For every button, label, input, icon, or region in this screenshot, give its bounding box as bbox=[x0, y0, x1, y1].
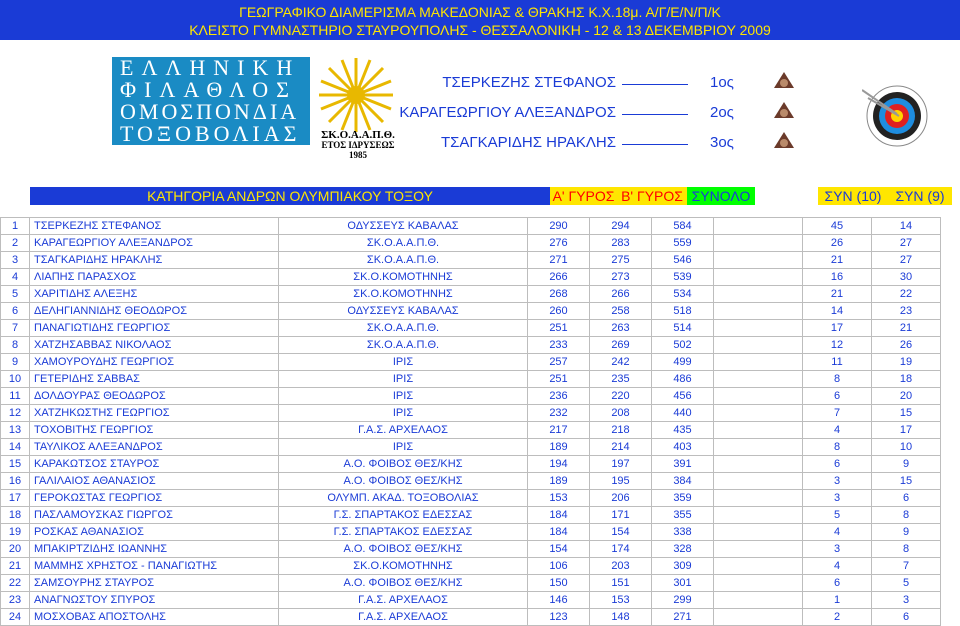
table-row bbox=[1, 575, 941, 592]
club-logo-year: 1985 bbox=[349, 150, 367, 160]
table-cell: ΑΝΑΓΝΩΣΤΟΥ ΣΠΥΡΟΣ bbox=[30, 592, 279, 609]
table-cell: 16 bbox=[1, 473, 30, 490]
table-cell: 299 bbox=[652, 592, 714, 609]
table-cell: 21 bbox=[803, 252, 872, 269]
table-cell: 20 bbox=[1, 541, 30, 558]
table-cell: 5 bbox=[872, 575, 941, 592]
table-cell: 21 bbox=[872, 320, 941, 337]
spacer-cell bbox=[714, 592, 803, 609]
table-cell: 2 bbox=[1, 235, 30, 252]
table-cell: 14 bbox=[803, 303, 872, 320]
spacer-cell bbox=[714, 422, 803, 439]
spacer-cell bbox=[714, 524, 803, 541]
table-cell: 355 bbox=[652, 507, 714, 524]
table-cell: 11 bbox=[1, 388, 30, 405]
table-cell: ΣΚ.Ο.Α.Α.Π.Θ. bbox=[279, 235, 528, 252]
table-cell: 220 bbox=[590, 388, 652, 405]
table-cell: 146 bbox=[528, 592, 590, 609]
table-cell: 14 bbox=[1, 439, 30, 456]
table-cell: 17 bbox=[803, 320, 872, 337]
table-cell: 3 bbox=[872, 592, 941, 609]
table-cell: 21 bbox=[1, 558, 30, 575]
table-cell: ΓΕΤΕΡΙΔΗΣ ΣΑΒΒΑΣ bbox=[30, 371, 279, 388]
table-cell: ΣΚ.Ο.Α.Α.Π.Θ. bbox=[279, 337, 528, 354]
table-cell: 8 bbox=[803, 371, 872, 388]
table-cell: 214 bbox=[590, 439, 652, 456]
round1-header: Α' ΓΥΡΟΣ bbox=[550, 187, 617, 205]
spacer-cell bbox=[714, 286, 803, 303]
table-cell: 6 bbox=[803, 456, 872, 473]
spacer-cell bbox=[714, 609, 803, 626]
logo-row: ΟΜΟΣΠΟΝΔΙΑ bbox=[120, 99, 300, 124]
table-cell: 6 bbox=[1, 303, 30, 320]
table-cell: 328 bbox=[652, 541, 714, 558]
spacer-cell bbox=[714, 371, 803, 388]
table-cell: 19 bbox=[872, 354, 941, 371]
spacer-cell bbox=[714, 218, 803, 235]
table-cell: 6 bbox=[872, 490, 941, 507]
podium-name-2: ΚΑΡΑΓΕΩΡΓΙΟΥ ΑΛΕΞΑΝΔΡΟΣ bbox=[399, 104, 616, 121]
table-cell: 534 bbox=[652, 286, 714, 303]
table-row bbox=[1, 303, 941, 320]
table-cell: 271 bbox=[528, 252, 590, 269]
spacer-cell bbox=[714, 388, 803, 405]
table-cell: ΣΚ.Ο.ΚΟΜΟΤΗΝΗΣ bbox=[279, 286, 528, 303]
banner-line2: ΚΛΕΙΣΤΟ ΓΥΜΝΑΣΤΗΡΙΟ ΣΤΑΥΡΟΥΠΟΛΗΣ - ΘΕΣΣΑΛΟΝΙΚΗ - 12 & 13 ΔΕΚΕΜΒΡΙΟΥ 2009 bbox=[189, 22, 771, 38]
spacer-cell bbox=[714, 252, 803, 269]
federation-logo bbox=[112, 57, 310, 145]
table-cell: 19 bbox=[1, 524, 30, 541]
table-cell: 5 bbox=[1, 286, 30, 303]
table-cell: 123 bbox=[528, 609, 590, 626]
table-cell: ΧΑΜΟΥΡΟΥΔΗΣ ΓΕΩΡΓΙΟΣ bbox=[30, 354, 279, 371]
table-row bbox=[1, 490, 941, 507]
table-cell: 153 bbox=[528, 490, 590, 507]
spacer-cell bbox=[714, 337, 803, 354]
table-row bbox=[1, 269, 941, 286]
table-cell: 275 bbox=[590, 252, 652, 269]
table-cell: 189 bbox=[528, 473, 590, 490]
table-cell: ΙΡΙΣ bbox=[279, 405, 528, 422]
round2-header: Β' ΓΥΡΟΣ bbox=[617, 187, 687, 205]
table-cell: 18 bbox=[872, 371, 941, 388]
table-cell: Α.Ο. ΦΟΙΒΟΣ ΘΕΣ/ΚΗΣ bbox=[279, 473, 528, 490]
table-cell: 499 bbox=[652, 354, 714, 371]
table-cell: 4 bbox=[803, 524, 872, 541]
table-cell: 269 bbox=[590, 337, 652, 354]
table-row bbox=[1, 541, 941, 558]
table-row bbox=[1, 286, 941, 303]
table-row bbox=[1, 609, 941, 626]
table-cell: 197 bbox=[590, 456, 652, 473]
logo-row: ΤΟΞΟΒΟΛΙΑΣ bbox=[120, 121, 301, 146]
table-cell: ΣΚ.Ο.Α.Α.Π.Θ. bbox=[279, 252, 528, 269]
table-cell: ΙΡΙΣ bbox=[279, 439, 528, 456]
table-cell: 276 bbox=[528, 235, 590, 252]
table-row bbox=[1, 558, 941, 575]
table-cell: 258 bbox=[590, 303, 652, 320]
spacer-cell bbox=[714, 456, 803, 473]
table-cell: 539 bbox=[652, 269, 714, 286]
table-cell: 257 bbox=[528, 354, 590, 371]
table-cell: ΔΕΛΗΓΙΑΝΝΙΔΗΣ ΘΕΟΔΩΡΟΣ bbox=[30, 303, 279, 320]
table-cell: 384 bbox=[652, 473, 714, 490]
total-header: ΣΥΝΟΛΟ bbox=[687, 187, 755, 205]
table-cell: 3 bbox=[803, 490, 872, 507]
table-cell: 24 bbox=[1, 609, 30, 626]
table-cell: 359 bbox=[652, 490, 714, 507]
table-cell: 309 bbox=[652, 558, 714, 575]
table-cell: 2 bbox=[803, 609, 872, 626]
spacer-cell bbox=[714, 320, 803, 337]
podium-name-1: ΤΣΕΡΚΕΖΗΣ ΣΤΕΦΑΝΟΣ bbox=[442, 74, 616, 91]
table-cell: ΙΡΙΣ bbox=[279, 388, 528, 405]
table-cell: ΤΑΥΛΙΚΟΣ ΑΛΕΞΑΝΔΡΟΣ bbox=[30, 439, 279, 456]
table-cell: 18 bbox=[1, 507, 30, 524]
table-cell: 203 bbox=[590, 558, 652, 575]
table-cell: ΧΑΡΙΤΙΔΗΣ ΑΛΕΞΗΣ bbox=[30, 286, 279, 303]
table-cell: ΜΟΣΧΟΒΑΣ ΑΠΟΣΤΟΛΗΣ bbox=[30, 609, 279, 626]
spacer-cell bbox=[714, 439, 803, 456]
table-cell: 456 bbox=[652, 388, 714, 405]
table-cell: ΣΚ.Ο.ΚΟΜΟΤΗΝΗΣ bbox=[279, 269, 528, 286]
table-cell: ΟΛΥΜΠ. ΑΚΑΔ. ΤΟΞΟΒΟΛΙΑΣ bbox=[279, 490, 528, 507]
table-row bbox=[1, 320, 941, 337]
table-cell: 236 bbox=[528, 388, 590, 405]
table-cell: Α.Ο. ΦΟΙΒΟΣ ΘΕΣ/ΚΗΣ bbox=[279, 456, 528, 473]
syn10-header: ΣΥΝ (10) bbox=[818, 187, 888, 205]
table-cell: 440 bbox=[652, 405, 714, 422]
table-cell: 3 bbox=[803, 541, 872, 558]
table-cell: 194 bbox=[528, 456, 590, 473]
table-cell: ΣΚ.Ο.Α.Α.Π.Θ. bbox=[279, 320, 528, 337]
table-cell: 217 bbox=[528, 422, 590, 439]
syn9-header: ΣΥΝ (9) bbox=[888, 187, 952, 205]
table-cell: 1 bbox=[803, 592, 872, 609]
table-cell: 263 bbox=[590, 320, 652, 337]
table-cell: 23 bbox=[872, 303, 941, 320]
table-cell: 184 bbox=[528, 507, 590, 524]
table-cell: Α.Ο. ΦΟΙΒΟΣ ΘΕΣ/ΚΗΣ bbox=[279, 541, 528, 558]
table-row bbox=[1, 252, 941, 269]
table-cell: 26 bbox=[872, 337, 941, 354]
table-cell: 518 bbox=[652, 303, 714, 320]
table-cell: 4 bbox=[803, 558, 872, 575]
table-cell: ΤΟΧΟΒΙΤΗΣ ΓΕΩΡΓΙΟΣ bbox=[30, 422, 279, 439]
table-cell: ΓΕΡΟΚΩΣΤΑΣ ΓΕΩΡΓΙΟΣ bbox=[30, 490, 279, 507]
table-cell: 283 bbox=[590, 235, 652, 252]
table-cell: 3 bbox=[1, 252, 30, 269]
table-cell: 174 bbox=[590, 541, 652, 558]
table-cell: 290 bbox=[528, 218, 590, 235]
table-cell: 235 bbox=[590, 371, 652, 388]
category-header bbox=[30, 187, 952, 205]
table-cell: 151 bbox=[590, 575, 652, 592]
table-row bbox=[1, 218, 941, 235]
table-cell: 184 bbox=[528, 524, 590, 541]
table-cell: 17 bbox=[1, 490, 30, 507]
logo-row: ΦΙΛΑΘΛΟΣ bbox=[120, 77, 297, 102]
medal-icon bbox=[772, 70, 796, 90]
table-cell: 154 bbox=[590, 524, 652, 541]
table-cell: 26 bbox=[803, 235, 872, 252]
table-cell: 195 bbox=[590, 473, 652, 490]
table-cell: 268 bbox=[528, 286, 590, 303]
table-cell: 9 bbox=[872, 456, 941, 473]
table-cell: 1 bbox=[1, 218, 30, 235]
table-cell: ΤΣΕΡΚΕΖΗΣ ΣΤΕΦΑΝΟΣ bbox=[30, 218, 279, 235]
table-cell: 189 bbox=[528, 439, 590, 456]
spacer-cell bbox=[714, 269, 803, 286]
table-cell: 391 bbox=[652, 456, 714, 473]
table-cell: 12 bbox=[1, 405, 30, 422]
podium-place-1: 1ος bbox=[710, 74, 734, 91]
table-cell: 584 bbox=[652, 218, 714, 235]
table-cell: 3 bbox=[803, 473, 872, 490]
table-cell: ΛΙΑΠΗΣ ΠΑΡΑΣΧΟΣ bbox=[30, 269, 279, 286]
spacer-cell bbox=[714, 558, 803, 575]
table-cell: 8 bbox=[1, 337, 30, 354]
spacer-cell bbox=[714, 354, 803, 371]
table-cell: 7 bbox=[803, 405, 872, 422]
table-cell: ΙΡΙΣ bbox=[279, 371, 528, 388]
table-cell: 16 bbox=[803, 269, 872, 286]
table-cell: 21 bbox=[803, 286, 872, 303]
table-cell: ΧΑΤΖΗΣΑΒΒΑΣ ΝΙΚΟΛΑΟΣ bbox=[30, 337, 279, 354]
table-cell: 6 bbox=[872, 609, 941, 626]
table-cell: 251 bbox=[528, 320, 590, 337]
club-logo-sub: ΕΤΟΣ ΙΔΡΥΣΕΩΣ bbox=[321, 140, 395, 150]
table-cell: 403 bbox=[652, 439, 714, 456]
medal-icon bbox=[772, 130, 796, 150]
page-banner bbox=[0, 0, 960, 40]
table-cell: 266 bbox=[528, 269, 590, 286]
table-row bbox=[1, 524, 941, 541]
club-logo-name: ΣΚ.Ο.Α.Α.Π.Θ. bbox=[321, 129, 395, 141]
spacer-cell bbox=[714, 405, 803, 422]
table-cell: 153 bbox=[590, 592, 652, 609]
table-row bbox=[1, 592, 941, 609]
table-cell: Γ.Α.Σ. ΑΡΧΕΛΑΟΣ bbox=[279, 592, 528, 609]
table-row bbox=[1, 507, 941, 524]
table-cell: 4 bbox=[1, 269, 30, 286]
logo-row: ΕΛΛΗΝΙΚΗ bbox=[120, 55, 301, 80]
table-cell: 148 bbox=[590, 609, 652, 626]
table-cell: 13 bbox=[1, 422, 30, 439]
results-table bbox=[0, 217, 941, 626]
podium-place-2: 2ος bbox=[710, 104, 734, 121]
table-cell: Γ.Σ. ΣΠΑΡΤΑΚΟΣ ΕΔΕΣΣΑΣ bbox=[279, 507, 528, 524]
table-cell: ΤΣΑΓΚΑΡΙΔΗΣ ΗΡΑΚΛΗΣ bbox=[30, 252, 279, 269]
spacer-cell bbox=[714, 473, 803, 490]
table-cell: 4 bbox=[803, 422, 872, 439]
table-cell: ΠΑΣΛΑΜΟΥΣΚΑΣ ΓΙΩΡΓΟΣ bbox=[30, 507, 279, 524]
table-cell: ΟΔΥΣΣΕΥΣ ΚΑΒΑΛΑΣ bbox=[279, 218, 528, 235]
table-cell: 11 bbox=[803, 354, 872, 371]
podium-place-3: 3ος bbox=[710, 134, 734, 151]
spacer-cell bbox=[714, 490, 803, 507]
table-cell: 6 bbox=[803, 575, 872, 592]
table-cell: 106 bbox=[528, 558, 590, 575]
table-cell: ΚΑΡΑΓΕΩΡΓΙΟΥ ΑΛΕΞΑΝΔΡΟΣ bbox=[30, 235, 279, 252]
category-title: ΚΑΤΗΓΟΡΙΑ ΑΝΔΡΩΝ ΟΛΥΜΠΙΑΚΟΥ ΤΟΞΟΥ bbox=[30, 187, 550, 205]
archery-target-icon bbox=[862, 78, 932, 148]
table-cell: 15 bbox=[872, 405, 941, 422]
table-cell: 8 bbox=[803, 439, 872, 456]
table-cell: ΟΔΥΣΣΕΥΣ ΚΑΒΑΛΑΣ bbox=[279, 303, 528, 320]
table-cell: 5 bbox=[803, 507, 872, 524]
table-cell: 266 bbox=[590, 286, 652, 303]
spacer-cell bbox=[714, 575, 803, 592]
table-cell: 7 bbox=[872, 558, 941, 575]
spacer-cell bbox=[714, 235, 803, 252]
table-cell: Α.Ο. ΦΟΙΒΟΣ ΘΕΣ/ΚΗΣ bbox=[279, 575, 528, 592]
table-row bbox=[1, 473, 941, 490]
spacer-cell bbox=[714, 507, 803, 524]
table-cell: 546 bbox=[652, 252, 714, 269]
podium-line bbox=[622, 84, 688, 85]
table-cell: 27 bbox=[872, 235, 941, 252]
table-cell: Γ.Α.Σ. ΑΡΧΕΛΑΟΣ bbox=[279, 609, 528, 626]
table-cell: 9 bbox=[872, 524, 941, 541]
table-cell: ΙΡΙΣ bbox=[279, 354, 528, 371]
table-cell: 294 bbox=[590, 218, 652, 235]
table-cell: 338 bbox=[652, 524, 714, 541]
table-cell: 260 bbox=[528, 303, 590, 320]
table-cell: 301 bbox=[652, 575, 714, 592]
table-cell: 208 bbox=[590, 405, 652, 422]
table-cell: ΣΑΜΣΟΥΡΗΣ ΣΤΑΥΡΟΣ bbox=[30, 575, 279, 592]
table-cell: 242 bbox=[590, 354, 652, 371]
spacer-cell bbox=[714, 541, 803, 558]
table-cell: 154 bbox=[528, 541, 590, 558]
table-cell: 206 bbox=[590, 490, 652, 507]
table-cell: 435 bbox=[652, 422, 714, 439]
table-cell: ΠΑΝΑΓΙΩΤΙΔΗΣ ΓΕΩΡΓΙΟΣ bbox=[30, 320, 279, 337]
table-row bbox=[1, 354, 941, 371]
table-cell: 20 bbox=[872, 388, 941, 405]
vergina-sun-icon bbox=[317, 56, 395, 134]
table-cell: 15 bbox=[872, 473, 941, 490]
table-cell: 233 bbox=[528, 337, 590, 354]
table-row bbox=[1, 439, 941, 456]
table-cell: 10 bbox=[872, 439, 941, 456]
table-cell: ΧΑΤΖΗΚΩΣΤΗΣ ΓΕΩΡΓΙΟΣ bbox=[30, 405, 279, 422]
table-cell: 7 bbox=[1, 320, 30, 337]
table-cell: 218 bbox=[590, 422, 652, 439]
table-cell: ΣΚ.Ο.ΚΟΜΟΤΗΝΗΣ bbox=[279, 558, 528, 575]
table-cell: 10 bbox=[1, 371, 30, 388]
table-cell: 273 bbox=[590, 269, 652, 286]
medal-icon bbox=[772, 100, 796, 120]
table-cell: Γ.Σ. ΣΠΑΡΤΑΚΟΣ ΕΔΕΣΣΑΣ bbox=[279, 524, 528, 541]
table-cell: 502 bbox=[652, 337, 714, 354]
table-cell: 22 bbox=[1, 575, 30, 592]
table-cell: 486 bbox=[652, 371, 714, 388]
table-cell: 12 bbox=[803, 337, 872, 354]
table-cell: 9 bbox=[1, 354, 30, 371]
podium-name-3: ΤΣΑΓΚΑΡΙΔΗΣ ΗΡΑΚΛΗΣ bbox=[440, 134, 616, 151]
table-cell: 15 bbox=[1, 456, 30, 473]
table-cell: 271 bbox=[652, 609, 714, 626]
podium-line bbox=[622, 114, 688, 115]
table-cell: 171 bbox=[590, 507, 652, 524]
table-cell: 23 bbox=[1, 592, 30, 609]
table-row bbox=[1, 405, 941, 422]
table-row bbox=[1, 456, 941, 473]
table-cell: 14 bbox=[872, 218, 941, 235]
table-cell: ΡΟΣΚΑΣ ΑΘΑΝΑΣΙΟΣ bbox=[30, 524, 279, 541]
podium-line bbox=[622, 144, 688, 145]
table-cell: 514 bbox=[652, 320, 714, 337]
table-cell: ΜΠΑΚΙΡΤΖΙΔΗΣ ΙΩΑΝΝΗΣ bbox=[30, 541, 279, 558]
table-cell: 232 bbox=[528, 405, 590, 422]
table-row bbox=[1, 422, 941, 439]
table-cell: ΜΑΜΜΗΣ ΧΡΗΣΤΟΣ - ΠΑΝΑΓΙΩΤΗΣ bbox=[30, 558, 279, 575]
table-cell: Γ.Α.Σ. ΑΡΧΕΛΑΟΣ bbox=[279, 422, 528, 439]
table-cell: 559 bbox=[652, 235, 714, 252]
table-row bbox=[1, 388, 941, 405]
table-cell: 17 bbox=[872, 422, 941, 439]
table-cell: 150 bbox=[528, 575, 590, 592]
spacer-cell bbox=[714, 303, 803, 320]
table-cell: 6 bbox=[803, 388, 872, 405]
table-row bbox=[1, 235, 941, 252]
table-cell: 30 bbox=[872, 269, 941, 286]
table-cell: 8 bbox=[872, 507, 941, 524]
table-cell: 8 bbox=[872, 541, 941, 558]
table-cell: 22 bbox=[872, 286, 941, 303]
table-row bbox=[1, 371, 941, 388]
table-cell: ΚΑΡΑΚΩΤΣΟΣ ΣΤΑΥΡΟΣ bbox=[30, 456, 279, 473]
table-cell: ΔΟΛΔΟΥΡΑΣ ΘΕΟΔΩΡΟΣ bbox=[30, 388, 279, 405]
banner-line1: ΓΕΩΓΡΑΦΙΚΟ ΔΙΑΜΕΡΙΣΜΑ ΜΑΚΕΔΟΝΙΑΣ & ΘΡΑΚΗΣ Κ.Χ.18μ. Α/Γ/Ε/Ν/Π/Κ bbox=[239, 4, 721, 20]
table-cell: 251 bbox=[528, 371, 590, 388]
table-cell: 45 bbox=[803, 218, 872, 235]
table-row bbox=[1, 337, 941, 354]
table-cell: ΓΑΛΙΛΑΙΟΣ ΑΘΑΝΑΣΙΟΣ bbox=[30, 473, 279, 490]
table-cell: 27 bbox=[872, 252, 941, 269]
